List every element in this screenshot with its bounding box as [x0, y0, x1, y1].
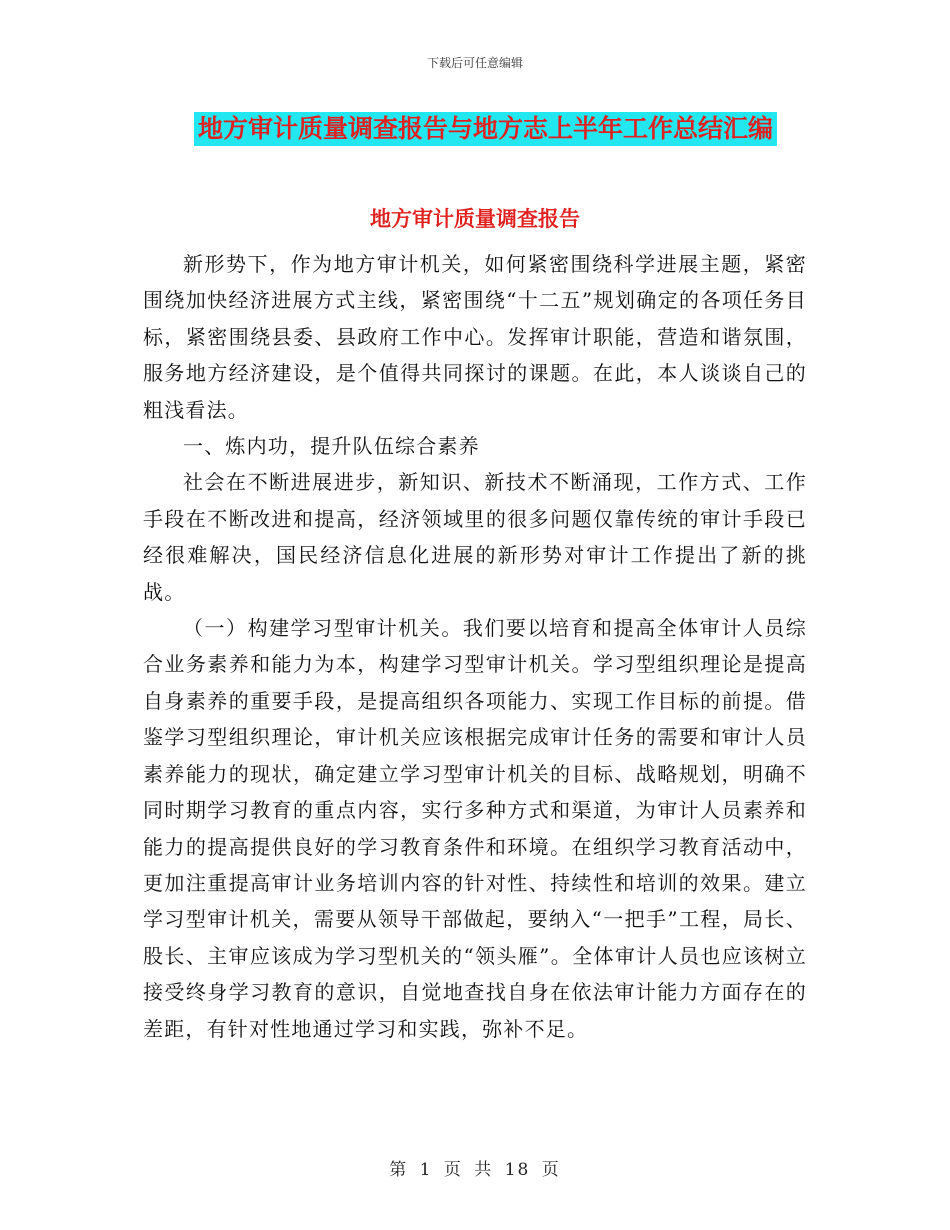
paragraph-context: 社会在不断进展进步，新知识、新技术不断涌现，工作方式、工作手段在不断改进和提高，经济领域里的很多问题仅靠传统的审计手段已经很难解决，国民经济信息化进展的新形势对审计工作提出了新的挑战。 [143, 470, 807, 604]
header-note: 下载后可任意编辑 [426, 56, 523, 70]
paragraph-learning-organization: （一）构建学习型审计机关。我们要以培育和提高全体审计人员综合业务素养和能力为本，构建学习型审计机关。学习型组织理论是提高自身素养的重要手段，是提高组织各项能力、实现工作目标的前提。借鉴学习型组织理论，审计机关应该根据完成审计任务的需要和审计人员素养能力的现状，确定建立学习型审计机关的目标、战略规划，明确不同时期学习教育的重点内容，实行多种方式和渠道，为审计人员素养和能力的提高提供良好的学习教育条件和环境。在组织学习教育活动中，更加注重提高审计业务培训内容的针对性、持续性和培训的效果。建立学习型审计机关，需要从领导干部做起，要纳入“一把手”工程，局长、股长、主审应该成为学习型机关的“领头雁”。全体审计人员也应该树立接受终身学习教育的意识，自觉地查找自身在依法审计能力方面存在的差距，有针对性地通过学习和实践，弥补不足。 [143, 616, 807, 1041]
page-number-footer: 第 1 页 共 18 页 [389, 1160, 561, 1180]
document-main-title: 地方审计质量调查报告与地方志上半年工作总结汇编 [194, 112, 777, 146]
paragraph-heading-1: 一、炼内功，提升队伍综合素养 [183, 434, 480, 459]
paragraph-intro: 新形势下，作为地方审计机关，如何紧密围绕科学进展主题，紧密围绕加快经济进展方式主线，紧密围绕“十二五”规划确定的各项任务目标，紧密围绕县委、县政府工作中心。发挥审计职能，营造和谐氛围，服务地方经济建设，是个值得共同探讨的课题。在此，本人谈谈自己的粗浅看法。 [143, 252, 807, 422]
section-title: 地方审计质量调查报告 [370, 207, 580, 231]
document-body [143, 246, 807, 1047]
